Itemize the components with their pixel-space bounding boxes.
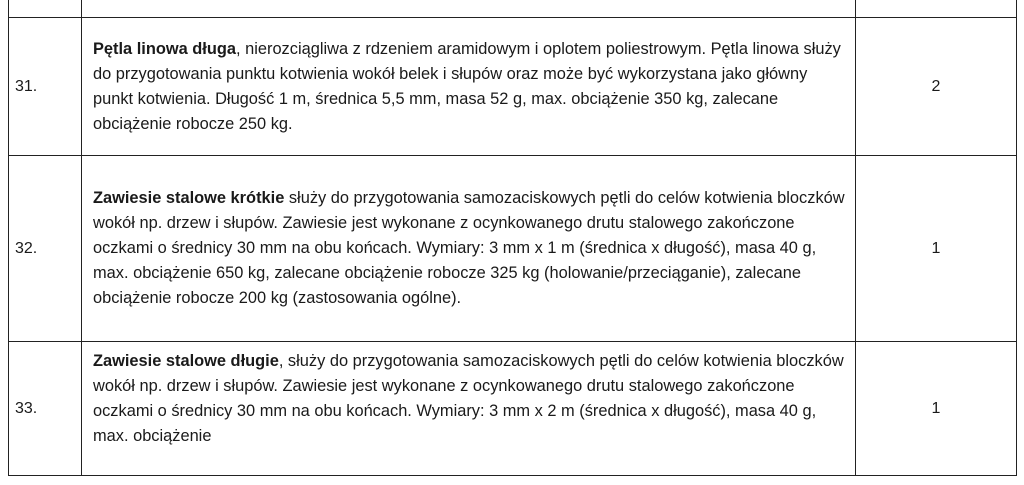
item-description <box>82 18 856 156</box>
item-quantity: 2 <box>856 18 1017 156</box>
item-description <box>82 342 856 476</box>
cell-empty <box>856 0 1017 18</box>
item-details: służy do przygotowania samozaciskowych pętli do celów kotwienia bloczków wokół np. drzew i słupów. Zawiesie jest wykonane z ocynkowanego drutu stalowego zakończone oczkami o średnicy 30 mm na obu końcach. Wymiary: 3 mm x 1 m (średnica x długość), masa 40 g, max. obciążenie 650 kg, zalecane obciążenie robocze 325 kg (holowanie/przeciąganie), zalecane obciążenie robocze 200 kg (zastosowania ogólne). <box>93 189 845 307</box>
cell-empty <box>82 0 856 18</box>
item-details: , nierozciągliwa z rdzeniem aramidowym i oplotem poliestrowym. Pętla linowa służy do przygotowania punktu kotwienia wokół belek i słupów oraz może być wykorzystana jako główny punkt kotwienia. Długość 1 m, średnica 5,5 mm, masa 52 g, max. obciążenie 350 kg, zalecane obciążenie robocze 250 kg. <box>93 39 841 133</box>
item-description <box>82 156 856 342</box>
equipment-table <box>8 0 1017 476</box>
item-details: , służy do przygotowania samozaciskowych pętli do celów kotwienia bloczków wokół np. drzew i słupów. Zawiesie jest wykonane z ocynkowanego drutu stalowego zakończone oczkami o średnicy 30 mm na obu końcach. Wymiary: 3 mm x 2 m (średnica x długość), masa 40 g, max. obciążenie <box>93 352 844 445</box>
item-title: Zawiesie stalowe krótkie <box>93 189 285 207</box>
item-title: Zawiesie stalowe długie <box>93 352 279 370</box>
table-row <box>9 156 1017 342</box>
row-number: 33. <box>9 342 82 476</box>
cell-empty <box>9 0 82 18</box>
item-title: Pętla linowa długa <box>93 39 236 58</box>
row-number: 31. <box>9 18 82 156</box>
table-row <box>9 18 1017 156</box>
table-row <box>9 342 1017 476</box>
item-quantity: 1 <box>856 156 1017 342</box>
item-quantity: 1 <box>856 342 1017 476</box>
row-number: 32. <box>9 156 82 342</box>
table-row-previous <box>9 0 1017 18</box>
